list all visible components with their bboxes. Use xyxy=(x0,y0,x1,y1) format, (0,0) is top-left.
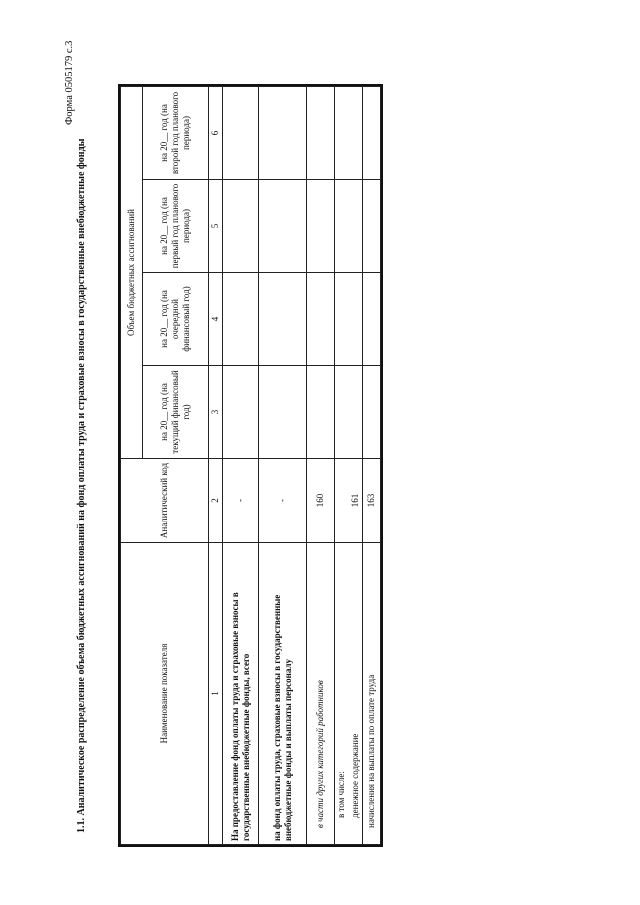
header-year-next: на 20__ год (на очередной финансовый год) xyxy=(143,273,209,366)
value-cell xyxy=(223,87,259,180)
value-cell xyxy=(223,366,259,459)
column-number: 6 xyxy=(209,87,223,180)
row-code: 161 xyxy=(335,459,363,543)
value-cell xyxy=(259,273,307,366)
value-cell xyxy=(363,87,381,180)
table-row xyxy=(223,87,259,845)
table-row xyxy=(259,87,307,845)
value-cell xyxy=(259,366,307,459)
column-number-row xyxy=(209,87,223,845)
row-code: - xyxy=(259,459,307,543)
column-number: 5 xyxy=(209,180,223,273)
value-cell xyxy=(363,180,381,273)
row-name: в том числе: xyxy=(335,543,349,845)
header-year-plan-2: на 20__ год (на второй год планового периода) xyxy=(143,87,209,180)
section-title: 1.1. Аналитическое распределение объема бюджетных ассигнований на фонд оплаты труда и страховые взносы в государственные внебюджетные фонды xyxy=(76,138,87,833)
header-year-plan-1: на 20__ год (на первый год планового периода) xyxy=(143,180,209,273)
form-label: Форма 0505179 с.3 xyxy=(64,40,75,125)
table-row xyxy=(363,87,381,845)
row-name: начисления на выплаты по оплате труда xyxy=(363,543,381,845)
table-row xyxy=(307,87,335,845)
value-cell xyxy=(363,273,381,366)
value-cell xyxy=(363,366,381,459)
value-cell xyxy=(307,366,335,459)
value-cell xyxy=(335,273,363,366)
header-year-current: на 20__ год (на текущий финансовый год) xyxy=(143,366,209,459)
header-row-1 xyxy=(121,87,143,845)
value-cell xyxy=(335,180,363,273)
row-name: в части других категорий работников xyxy=(307,543,335,845)
value-cell xyxy=(259,180,307,273)
value-cell xyxy=(223,273,259,366)
row-code: 163 xyxy=(363,459,381,543)
header-volume-group: Объем бюджетных ассигнований xyxy=(121,87,143,459)
header-name: Наименование показателя xyxy=(121,543,209,845)
value-cell xyxy=(307,273,335,366)
column-number: 4 xyxy=(209,273,223,366)
row-code: - xyxy=(223,459,259,543)
header-code: Аналитический код xyxy=(121,459,209,543)
column-number: 3 xyxy=(209,366,223,459)
table-row xyxy=(335,87,349,845)
column-number: 1 xyxy=(209,543,223,845)
value-cell xyxy=(335,366,363,459)
column-number: 2 xyxy=(209,459,223,543)
value-cell xyxy=(335,87,363,180)
value-cell xyxy=(307,180,335,273)
value-cell xyxy=(259,87,307,180)
value-cell xyxy=(307,87,335,180)
row-name: на фонд оплаты труда, страховые взносы в государственные внебюджетные фонды и выплаты персоналу xyxy=(259,543,307,845)
row-code: 160 xyxy=(307,459,335,543)
value-cell xyxy=(223,180,259,273)
row-name: денежное содержание xyxy=(349,543,363,845)
budget-allocation-table xyxy=(120,86,381,845)
row-name: На предоставление фонд оплаты труда и страховые взносы в государственные внебюджетные фонды, всего xyxy=(223,543,259,845)
